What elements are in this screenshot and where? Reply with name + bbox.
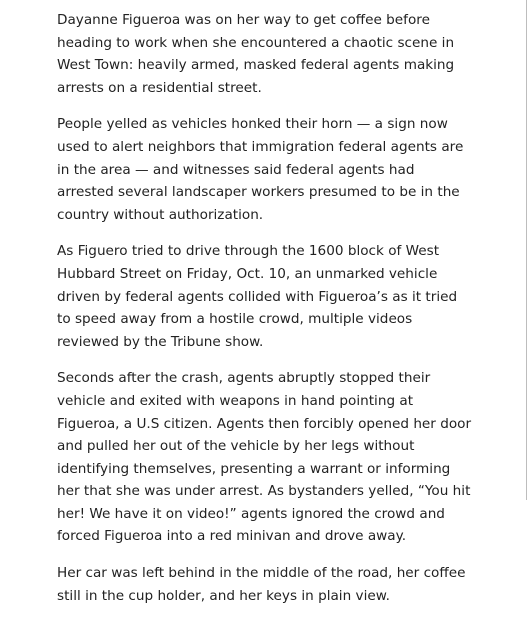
article-body — [57, 9, 473, 621]
article-paragraph-3: As Figuero tried to drive through the 1600 block of West Hubbard Street on Friday, Oct. 10, an unmarked vehicle driven by federal agents collided with Figueroa’s as it tried to speed away from a hostile crowd, multiple videos reviewed by the Tribune show. — [57, 243, 458, 350]
article-paragraph-1: Dayanne Figueroa was on her way to get coffee before heading to work when she encountered a chaotic scene in West Town: heavily armed, masked federal agents making arrests on a residential street. — [57, 12, 455, 96]
article-paragraph-5: Her car was left behind in the middle of the road, her coffee still in the cup holder, and her keys in plain view. — [57, 565, 466, 604]
article-paragraph-2: People yelled as vehicles honked their horn — a sign now used to alert neighbors that immigration federal agents are in the area — and witnesses said federal agents had arrested several landscaper workers presumed to be in the country without authorization. — [57, 116, 464, 223]
article-paragraph-4: Seconds after the crash, agents abruptly stopped their vehicle and exited with weapons in hand pointing at Figueroa, a U.S citizen. Agents then forcibly opened her door and pulled her out of the vehicle by her legs without identifying themselves, presenting a warrant or informing her that she was under arrest. As bystanders yelled, “You hit her! We have it on video!” agents ignored the crowd and forced Figueroa into a red minivan and drove away. — [57, 370, 472, 545]
